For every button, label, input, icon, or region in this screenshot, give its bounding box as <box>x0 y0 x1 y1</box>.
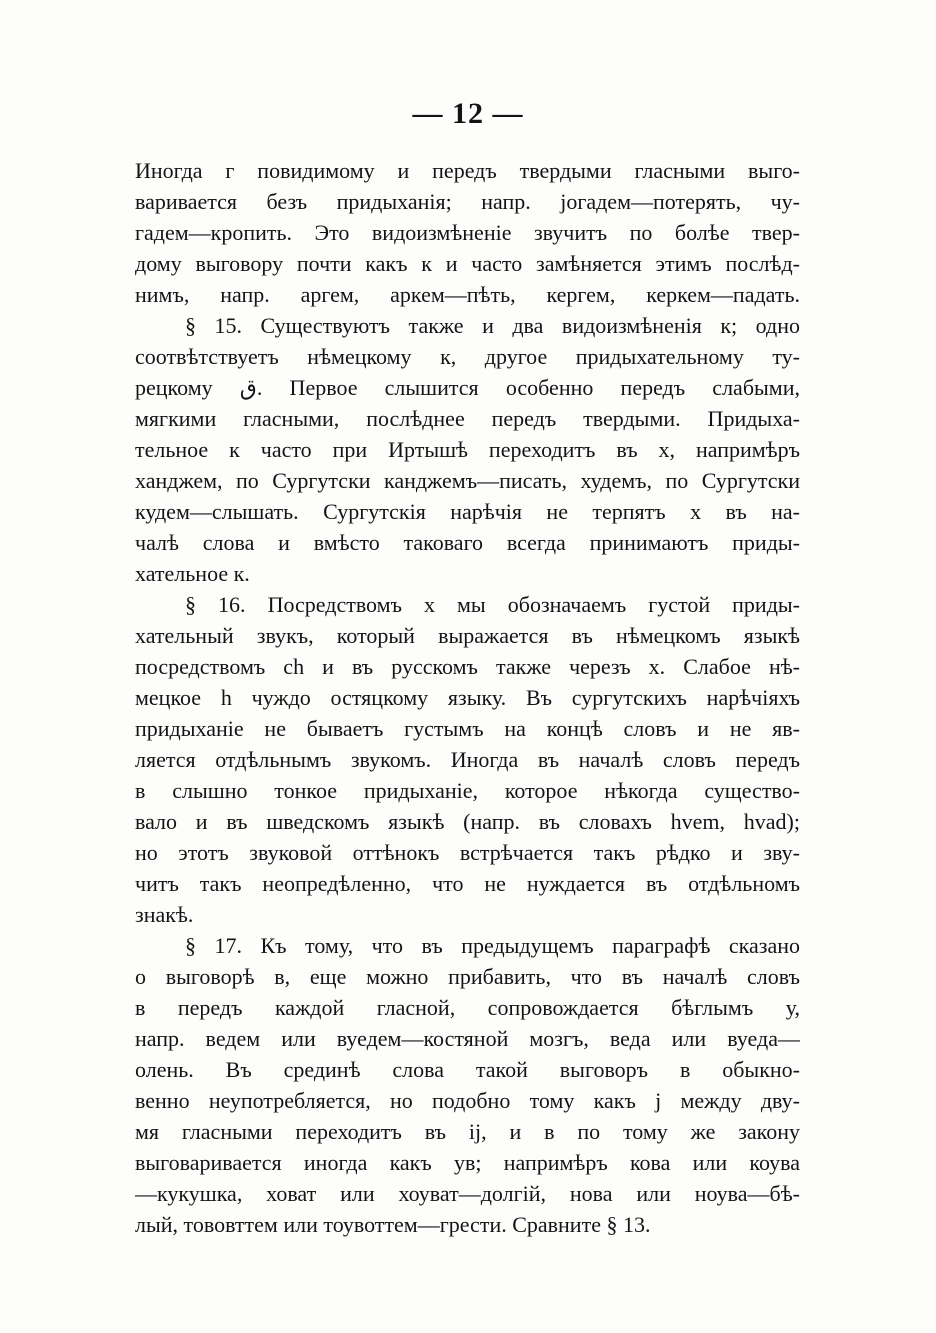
text-line: ханджем, по Сургутски канджемъ—писать, худемъ, по Сургутски <box>135 468 800 493</box>
text-line: в передъ каждой гласной, сопровождается бѣглымъ у, <box>135 995 800 1020</box>
text-line: ляется отдѣльнымъ звукомъ. Иногда въ началѣ словъ передъ <box>135 747 800 772</box>
text-line: вало и въ шведскомъ языкѣ (напр. въ словахъ hvem, hvad); <box>135 809 800 834</box>
text-line: кудем—слышать. Сургутскія нарѣчія не терпятъ х въ на- <box>135 499 800 524</box>
text-line: напр. ведем или вуедем—костяной мозгъ, веда или вуеда— <box>135 1026 800 1051</box>
paragraph-section-16 <box>135 589 800 930</box>
text-line: рецкому ق. Первое слышится особенно передъ слабыми, <box>135 375 800 400</box>
text-line: варивается безъ придыханія; напр. jогадем—потерять, чу- <box>135 189 800 214</box>
text-line: посредствомъ ch и въ русскомъ также черезъ х. Слабое нѣ- <box>135 654 800 679</box>
text-line: о выговорѣ в, еще можно прибавить, что въ началѣ словъ <box>135 964 800 989</box>
text-line: хательный звукъ, который выражается въ нѣмецкомъ языкѣ <box>135 623 800 648</box>
text-line: гадем—кропить. Это видоизмѣненіе звучитъ по болѣе твер- <box>135 220 800 245</box>
text-line: § 16. Посредствомъ х мы обозначаемъ густой приды- <box>185 592 800 617</box>
text-line: тельное к часто при Иртышѣ переходитъ въ х, напримѣръ <box>135 437 800 462</box>
text-line: знакѣ. <box>135 902 194 927</box>
text-line: читъ такъ неопредѣленно, что не нуждается въ отдѣльномъ <box>135 871 800 896</box>
text-line: мягкими гласными, послѣднее передъ твердыми. Придыха- <box>135 406 800 431</box>
text-line: мя гласными переходитъ въ ij, и в по тому же закону <box>135 1119 800 1144</box>
text-line: придыханіе не бываетъ густымъ на концѣ словъ и не яв- <box>135 716 800 741</box>
text-line: олень. Въ срединѣ слова такой выговоръ в обыкно- <box>135 1057 800 1082</box>
text-line: но этотъ звуковой оттѣнокъ встрѣчается такъ рѣдко и зву- <box>135 840 800 865</box>
text-line: хательное к. <box>135 561 250 586</box>
text-line: выговаривается иногда какъ ув; напримѣръ кова или коува <box>135 1150 800 1175</box>
text-line: нимъ, напр. аргем, аркем—пѣть, кергем, керкем—падать. <box>135 282 800 307</box>
text-line: —кукушка, ховат или хоуват—долгій, нова или ноува—бѣ- <box>135 1181 800 1206</box>
page-number: — 12 — <box>412 97 524 130</box>
body-text <box>135 155 800 1240</box>
paragraph-section-17 <box>135 930 800 1240</box>
text-line: Иногда г повидимому и передъ твердыми гласными выго- <box>135 158 800 183</box>
paragraph-continuation <box>135 155 800 310</box>
text-line: соотвѣтствуетъ нѣмецкому к, другое придыхательному ту- <box>135 344 800 369</box>
paragraph-section-15 <box>135 310 800 589</box>
text-line: мецкое h чуждо остяцкому языку. Въ сургутскихъ нарѣчіяхъ <box>135 685 800 710</box>
text-line: § 15. Существуютъ также и два видоизмѣненія к; одно <box>185 313 800 338</box>
text-line: § 17. Къ тому, что въ предыдущемъ параграфѣ сказано <box>185 933 800 958</box>
text-line: венно неупотребляется, но подобно тому какъ j между дву- <box>135 1088 800 1113</box>
text-line: лый, тововттем или тоувоттем—грести. Сравните § 13. <box>135 1212 651 1237</box>
text-line: чалѣ слова и вмѣсто таковаго всегда принимаютъ приды- <box>135 530 800 555</box>
text-line: дому выговору почти какъ к и часто замѣняется этимъ послѣд- <box>135 251 800 276</box>
text-line: в слышно тонкое придыханіе, которое нѣкогда существо- <box>135 778 800 803</box>
